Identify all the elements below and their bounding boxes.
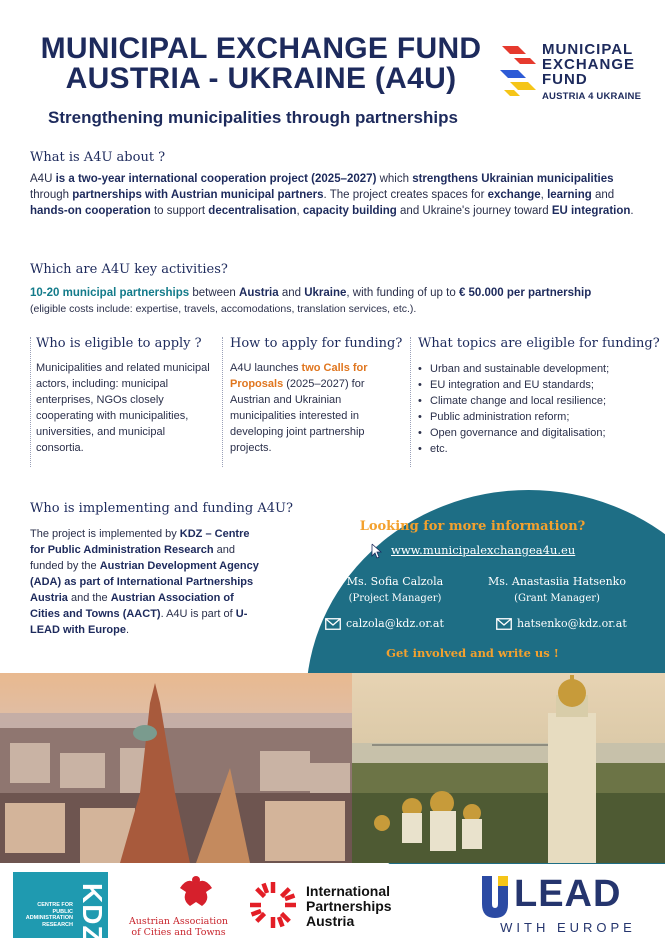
person2-email[interactable]: hatsenko@kdz.or.at: [517, 617, 627, 630]
website-url[interactable]: www.municipalexchangea4u.eu: [391, 543, 576, 557]
person1-role: (Project Manager): [348, 593, 442, 604]
person2-role: (Grant Manager): [514, 593, 600, 604]
about-text: A4U is a two-year international cooperation project (2025–2027) which strengthens Ukrainian municipalities through partnerships with Austrian municipal partners. The project creates spaces for exchange, learning and hands-on cooperation to support decentralisation, capacity building and Ukraine's journey toward EU integration.: [30, 173, 634, 217]
ulead-lead: LEAD: [514, 873, 622, 915]
topics-heading: What topics are eligible for funding?: [418, 336, 660, 351]
ulead-u: [480, 876, 510, 918]
person1-email-link[interactable]: [325, 616, 465, 632]
about-heading: What is A4U about ?: [30, 150, 166, 165]
logo-line-4: AUSTRIA 4 UKRAINE: [542, 91, 642, 102]
ulead-logo: [480, 874, 655, 938]
fund-logo-icon: [500, 42, 538, 98]
logo-line-1: MUNICIPAL: [542, 41, 634, 58]
eligible-heading: Who is eligible to apply ?: [36, 336, 202, 351]
subtitle: Strengthening municipalities through partnerships: [48, 108, 458, 127]
page-title: [26, 34, 496, 94]
implementing-heading: Who is implementing and funding A4U?: [30, 501, 293, 516]
topic-item: • Open governance and digitalisation;: [418, 425, 658, 441]
fund-logo: [500, 38, 660, 106]
person1-name: Ms. Sofia Calzola: [346, 575, 444, 588]
sunburst-icon: [248, 880, 298, 930]
topics-list: [418, 361, 658, 457]
person2-email-link[interactable]: [496, 616, 636, 632]
ipa-logo: International Partnerships Austria: [248, 878, 418, 936]
apply-heading: How to apply for funding?: [230, 336, 403, 351]
person2-name: Ms. Anastasiia Hatsenko: [488, 575, 626, 588]
aact-logo: Austrian Association of Cities and Towns: [126, 868, 231, 940]
cursor-click-icon: [368, 541, 386, 559]
topic-item: • Urban and sustainable development;: [418, 361, 658, 377]
mail-icon: [496, 618, 512, 630]
logo-line-2: EXCHANGE: [542, 56, 636, 73]
kyiv-photo: [352, 673, 665, 863]
eligible-text: Municipalities and related municipal actors, including: municipal enterprises, NGOs closely cooperating with municipalities, universities, and municipal consortia.: [36, 362, 210, 454]
column-divider-3: [410, 337, 411, 467]
topic-item: • Public administration reform;: [418, 409, 658, 425]
call-to-action: Get involved and write us !: [386, 646, 559, 660]
title-line-1: MUNICIPAL EXCHANGE FUND: [40, 32, 482, 65]
implementing-text: The project is implemented by KDZ – Centre for Public Administration Research and funded by the Austrian Development Agency (ADA) as part of International Partnerships Austria and the Austrian Association of Cities and Towns (AACT). A4U is part of U-LEAD with Europe.: [30, 528, 259, 636]
logo-line-3: FUND: [542, 71, 588, 88]
topic-item: • EU integration and EU standards;: [418, 377, 658, 393]
activities-text: 10-20 municipal partnerships between Austria and Ukraine, with funding of up to € 50.000 per partnership: [30, 287, 592, 299]
column-divider-2: [222, 337, 223, 467]
apply-text: A4U launches two Calls for Proposals (2025–2027) for Austrian and Ukrainian municipalities interested in developing joint partnership projects.: [230, 362, 368, 454]
title-line-2: AUSTRIA - UKRAINE (A4U): [65, 62, 457, 95]
topic-item: • Climate change and local resilience;: [418, 393, 658, 409]
person1-email[interactable]: calzola@kdz.or.at: [346, 617, 444, 630]
activities-heading: Which are A4U key activities?: [30, 262, 228, 277]
eagle-icon: [176, 872, 216, 912]
mail-icon: [325, 618, 341, 630]
vienna-photo: [0, 673, 352, 863]
website-link[interactable]: [368, 541, 618, 559]
topic-item: • etc.: [418, 441, 658, 457]
kdz-logo: CENTRE FOR PUBLIC ADMINISTRATION RESEARCH KDZ: [13, 872, 108, 938]
kdz-letters: KDZ: [77, 883, 108, 944]
ulead-with-europe: WITH EUROPE: [500, 920, 636, 935]
column-divider-1: [30, 337, 31, 467]
activities-note: (eligible costs include: expertise, travels, accomodations, translation services, etc.).: [30, 303, 417, 315]
contact-heading: Looking for more information?: [359, 519, 586, 534]
footer: [0, 864, 665, 944]
